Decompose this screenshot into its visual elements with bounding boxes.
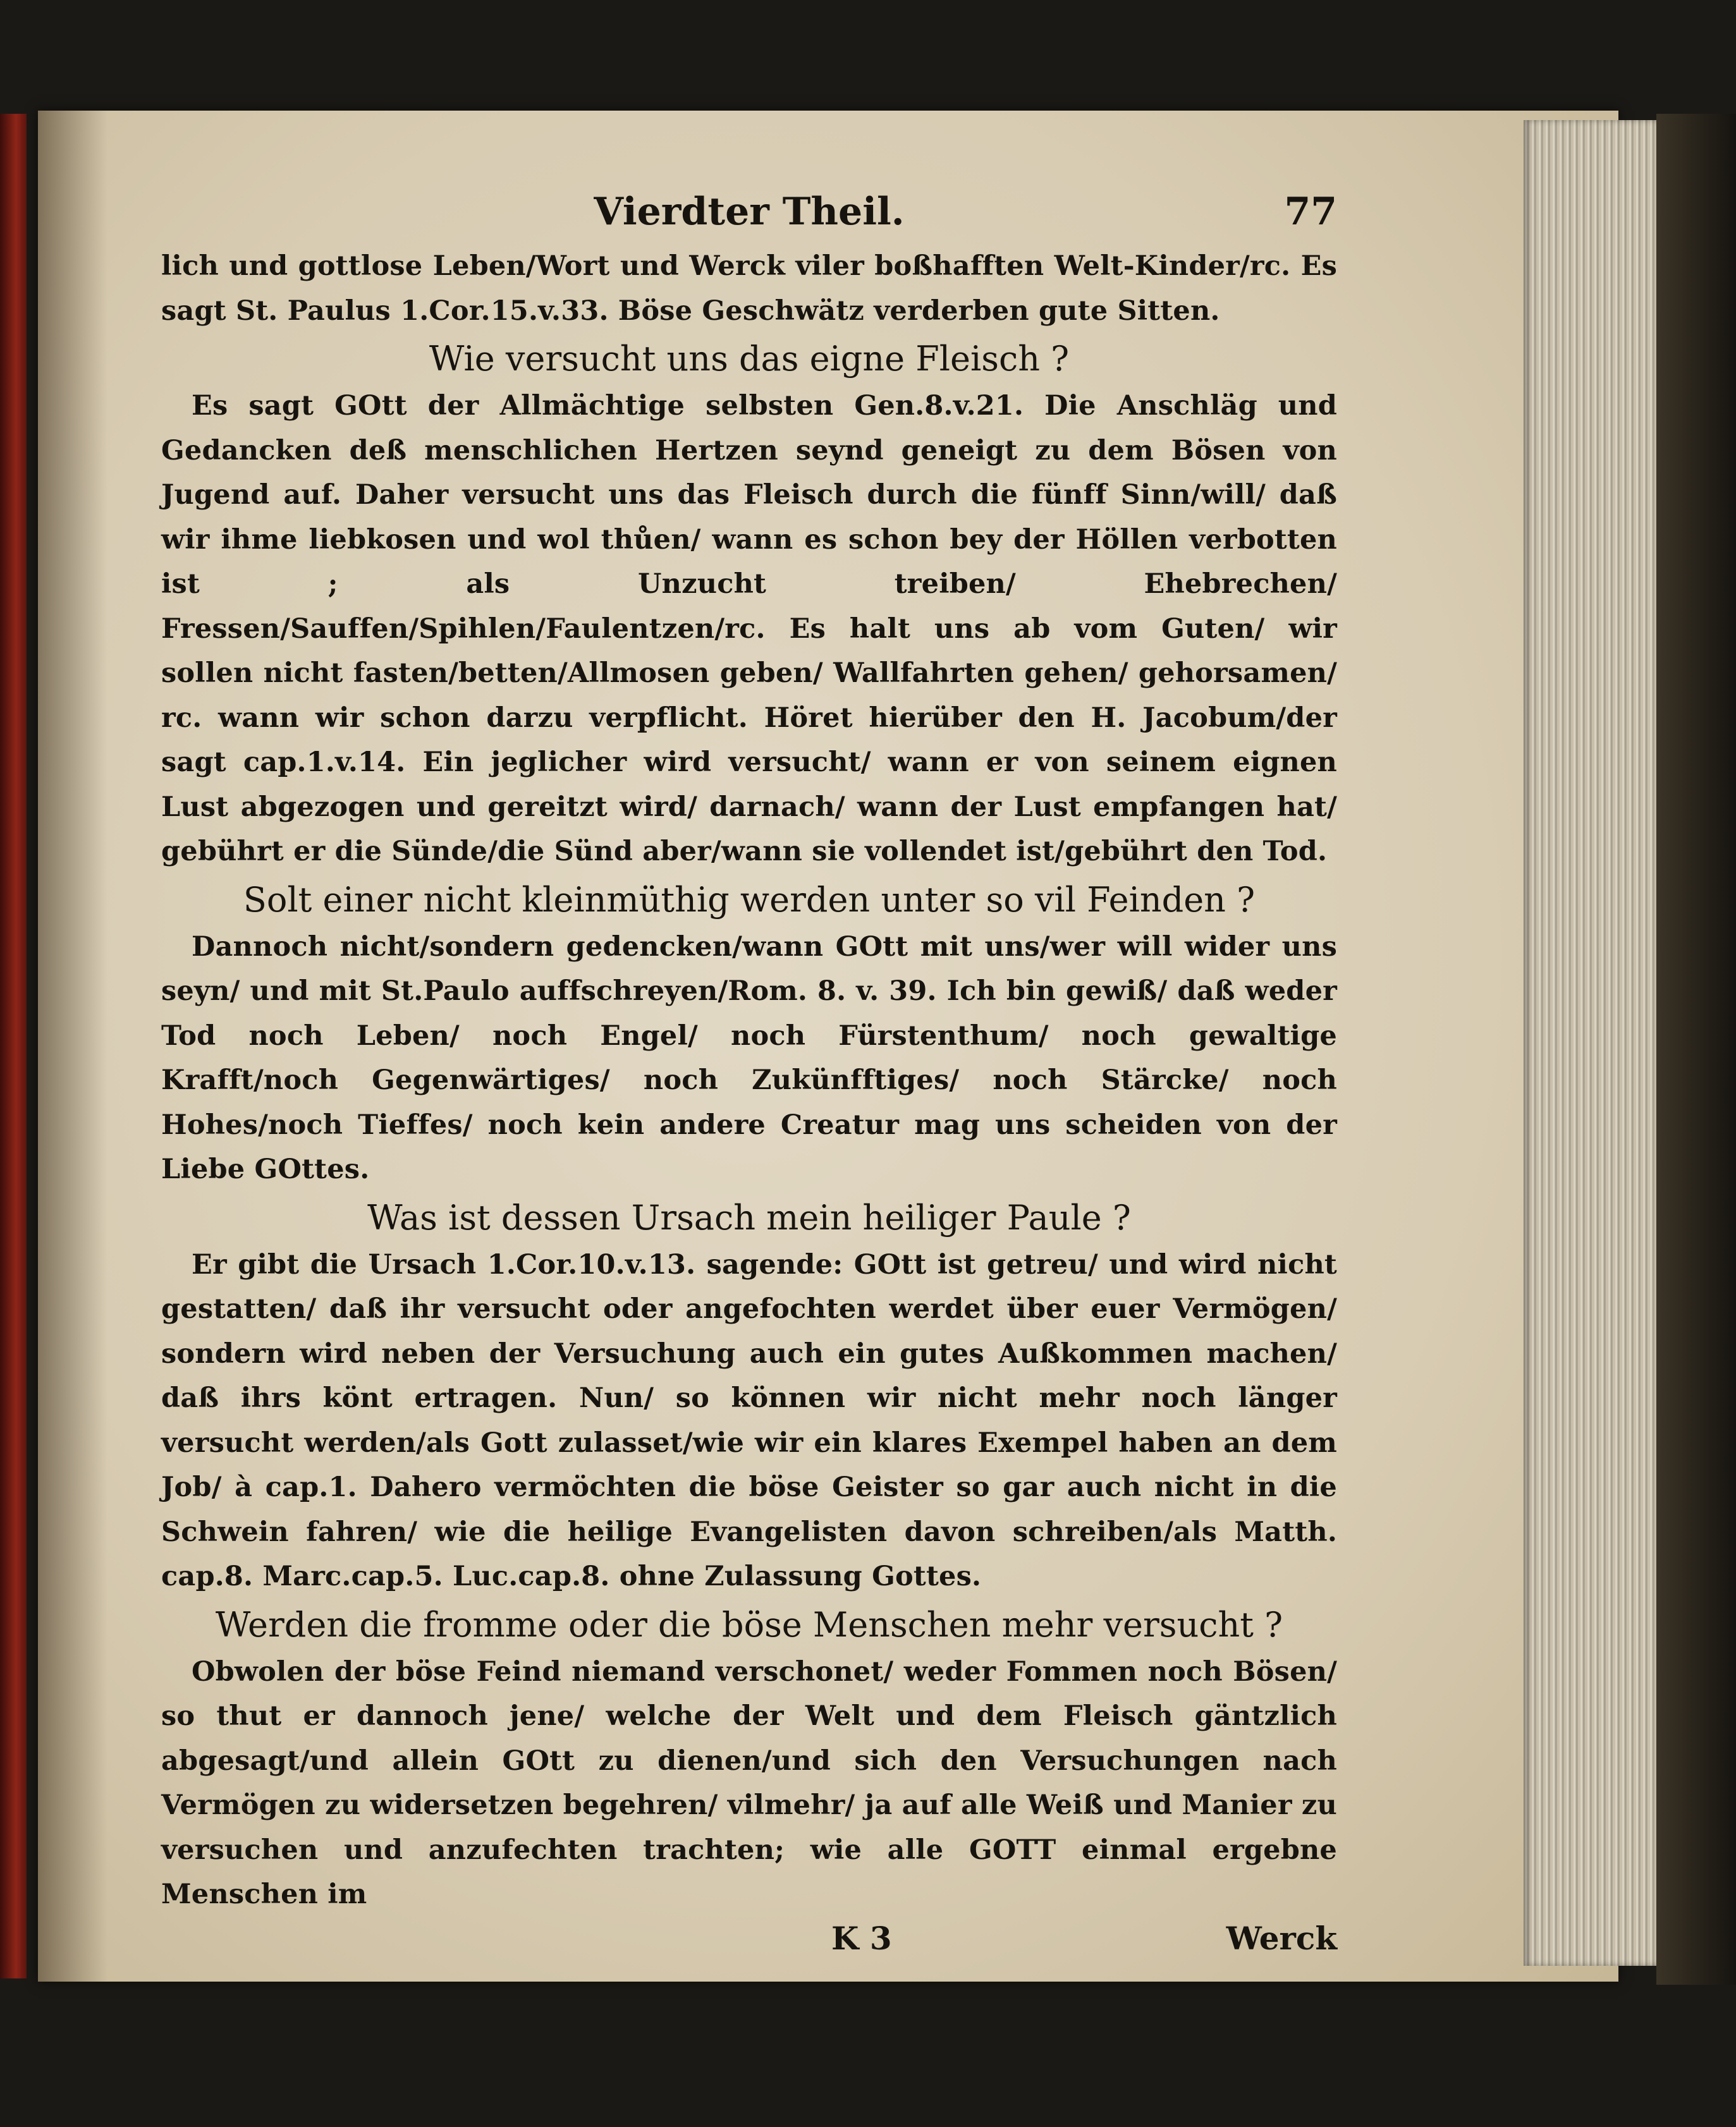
page-header [161, 183, 1337, 244]
signature-mark: K 3 [831, 1919, 892, 1957]
page-footer [161, 1920, 1337, 1968]
page-stack-edges [1524, 120, 1656, 1966]
catchword: Werck [1226, 1919, 1337, 1957]
question-heading-1: Wie versucht uns das eigne Fleisch ? [429, 339, 1070, 379]
paragraph-4: Er gibt die Ursach 1.Cor.10.v.13. sagende: GOtt ist getreu/ und wird nicht gestatten/ daß ihr versucht oder angefochten werdet über euer Vermögen/ sondern wird neben der Versuchung auch ein gutes Außkommen machen/ daß ihrs könt ertragen. Nun/ so können wir nicht mehr noch länger versucht werden/als Gott zulasset/wie wir ein klares Exempel haben an dem Job/ à cap.1. Dahero vermöchten die böse Geister so gar auch nicht in die Schwein fahren/ wie die heilige Evangelisten davon schreiben/als Matth. cap.8. Marc.cap.5. Luc.cap.8. ohne Zulassung Gottes. [161, 1248, 1337, 1592]
paragraph-1: lich und gottlose Leben/Wort und Werck viler boßhafften Welt-Kinder/rc. Es sagt St. Paulus 1.Cor.15.v.33. Böse Geschwätz verderben gute Sitten. [161, 250, 1337, 327]
question-heading-4: Werden die fromme oder die böse Menschen mehr versucht ? [215, 1604, 1283, 1645]
text-block [161, 183, 1337, 1968]
paragraph-5: Obwolen der böse Feind niemand verschonet/ weder Fommen noch Bösen/ so thut er dannoch jene/ welche der Welt und dem Fleisch gäntzlich abgesagt/und allein GOtt zu dienen/und sich den Versuchungen nach Vermögen zu widersetzen begehren/ vilmehr/ ja auf alle Weiß und Manier zu versuchen und anzufechten trachten; wie alle GOTT einmal ergebne Menschen im [161, 1655, 1337, 1910]
page-number: 77 [1284, 190, 1337, 234]
book-cover-edge [0, 114, 27, 1978]
paragraph-3: Dannoch nicht/sondern gedencken/wann GOtt mit uns/wer will wider uns seyn/ und mit St.Paulo auffschreyen/Rom. 8. v. 39. Ich bin gewiß/ daß weder Tod noch Leben/ noch Engel/ noch Fürstenthum/ noch gewaltige Krafft/noch Gegenwärtiges/ noch Zukünfftiges/ noch Stärcke/ noch Hohes/noch Tieffes/ noch kein andere Creatur mag uns scheiden von der Liebe GOttes. [161, 930, 1337, 1185]
question-heading-2: Solt einer nicht kleinmüthig werden unter so vil Feinden ? [243, 879, 1256, 920]
book-shadow [1656, 114, 1736, 1985]
paragraph-2: Es sagt GOtt der Allmächtige selbsten Gen.8.v.21. Die Anschläg und Gedancken deß menschlichen Hertzen seynd geneigt zu dem Bösen von Jugend auf. Daher versucht uns das Fleisch durch die fünff Sinn/will/ daß wir ihme liebkosen und wol thůen/ wann es schon bey der Höllen verbotten ist ; als Unzucht treiben/ Ehebrechen/ Fressen/Sauffen/Spihlen/Faulentzen/rc. Es halt uns ab vom Guten/ wir sollen nicht fasten/betten/Allmosen geben/ Wallfahrten gehen/ gehorsamen/ rc. wann wir schon darzu verpflicht. Höret hierüber den H. Jacobum/der sagt cap.1.v.14. Ein jeglicher wird versucht/ wann er von seinem eignen Lust abgezogen und gereitzt wird/ darnach/ wann der Lust empfangen hat/ gebührt er die Sünde/die Sünd aber/wann sie vollendet ist/gebührt den Tod. [161, 390, 1337, 867]
running-title: Vierdter Theil. [594, 190, 905, 234]
question-heading-3: Was ist dessen Ursach mein heiliger Paule ? [367, 1197, 1131, 1238]
page-gutter-shadow [38, 111, 107, 1982]
